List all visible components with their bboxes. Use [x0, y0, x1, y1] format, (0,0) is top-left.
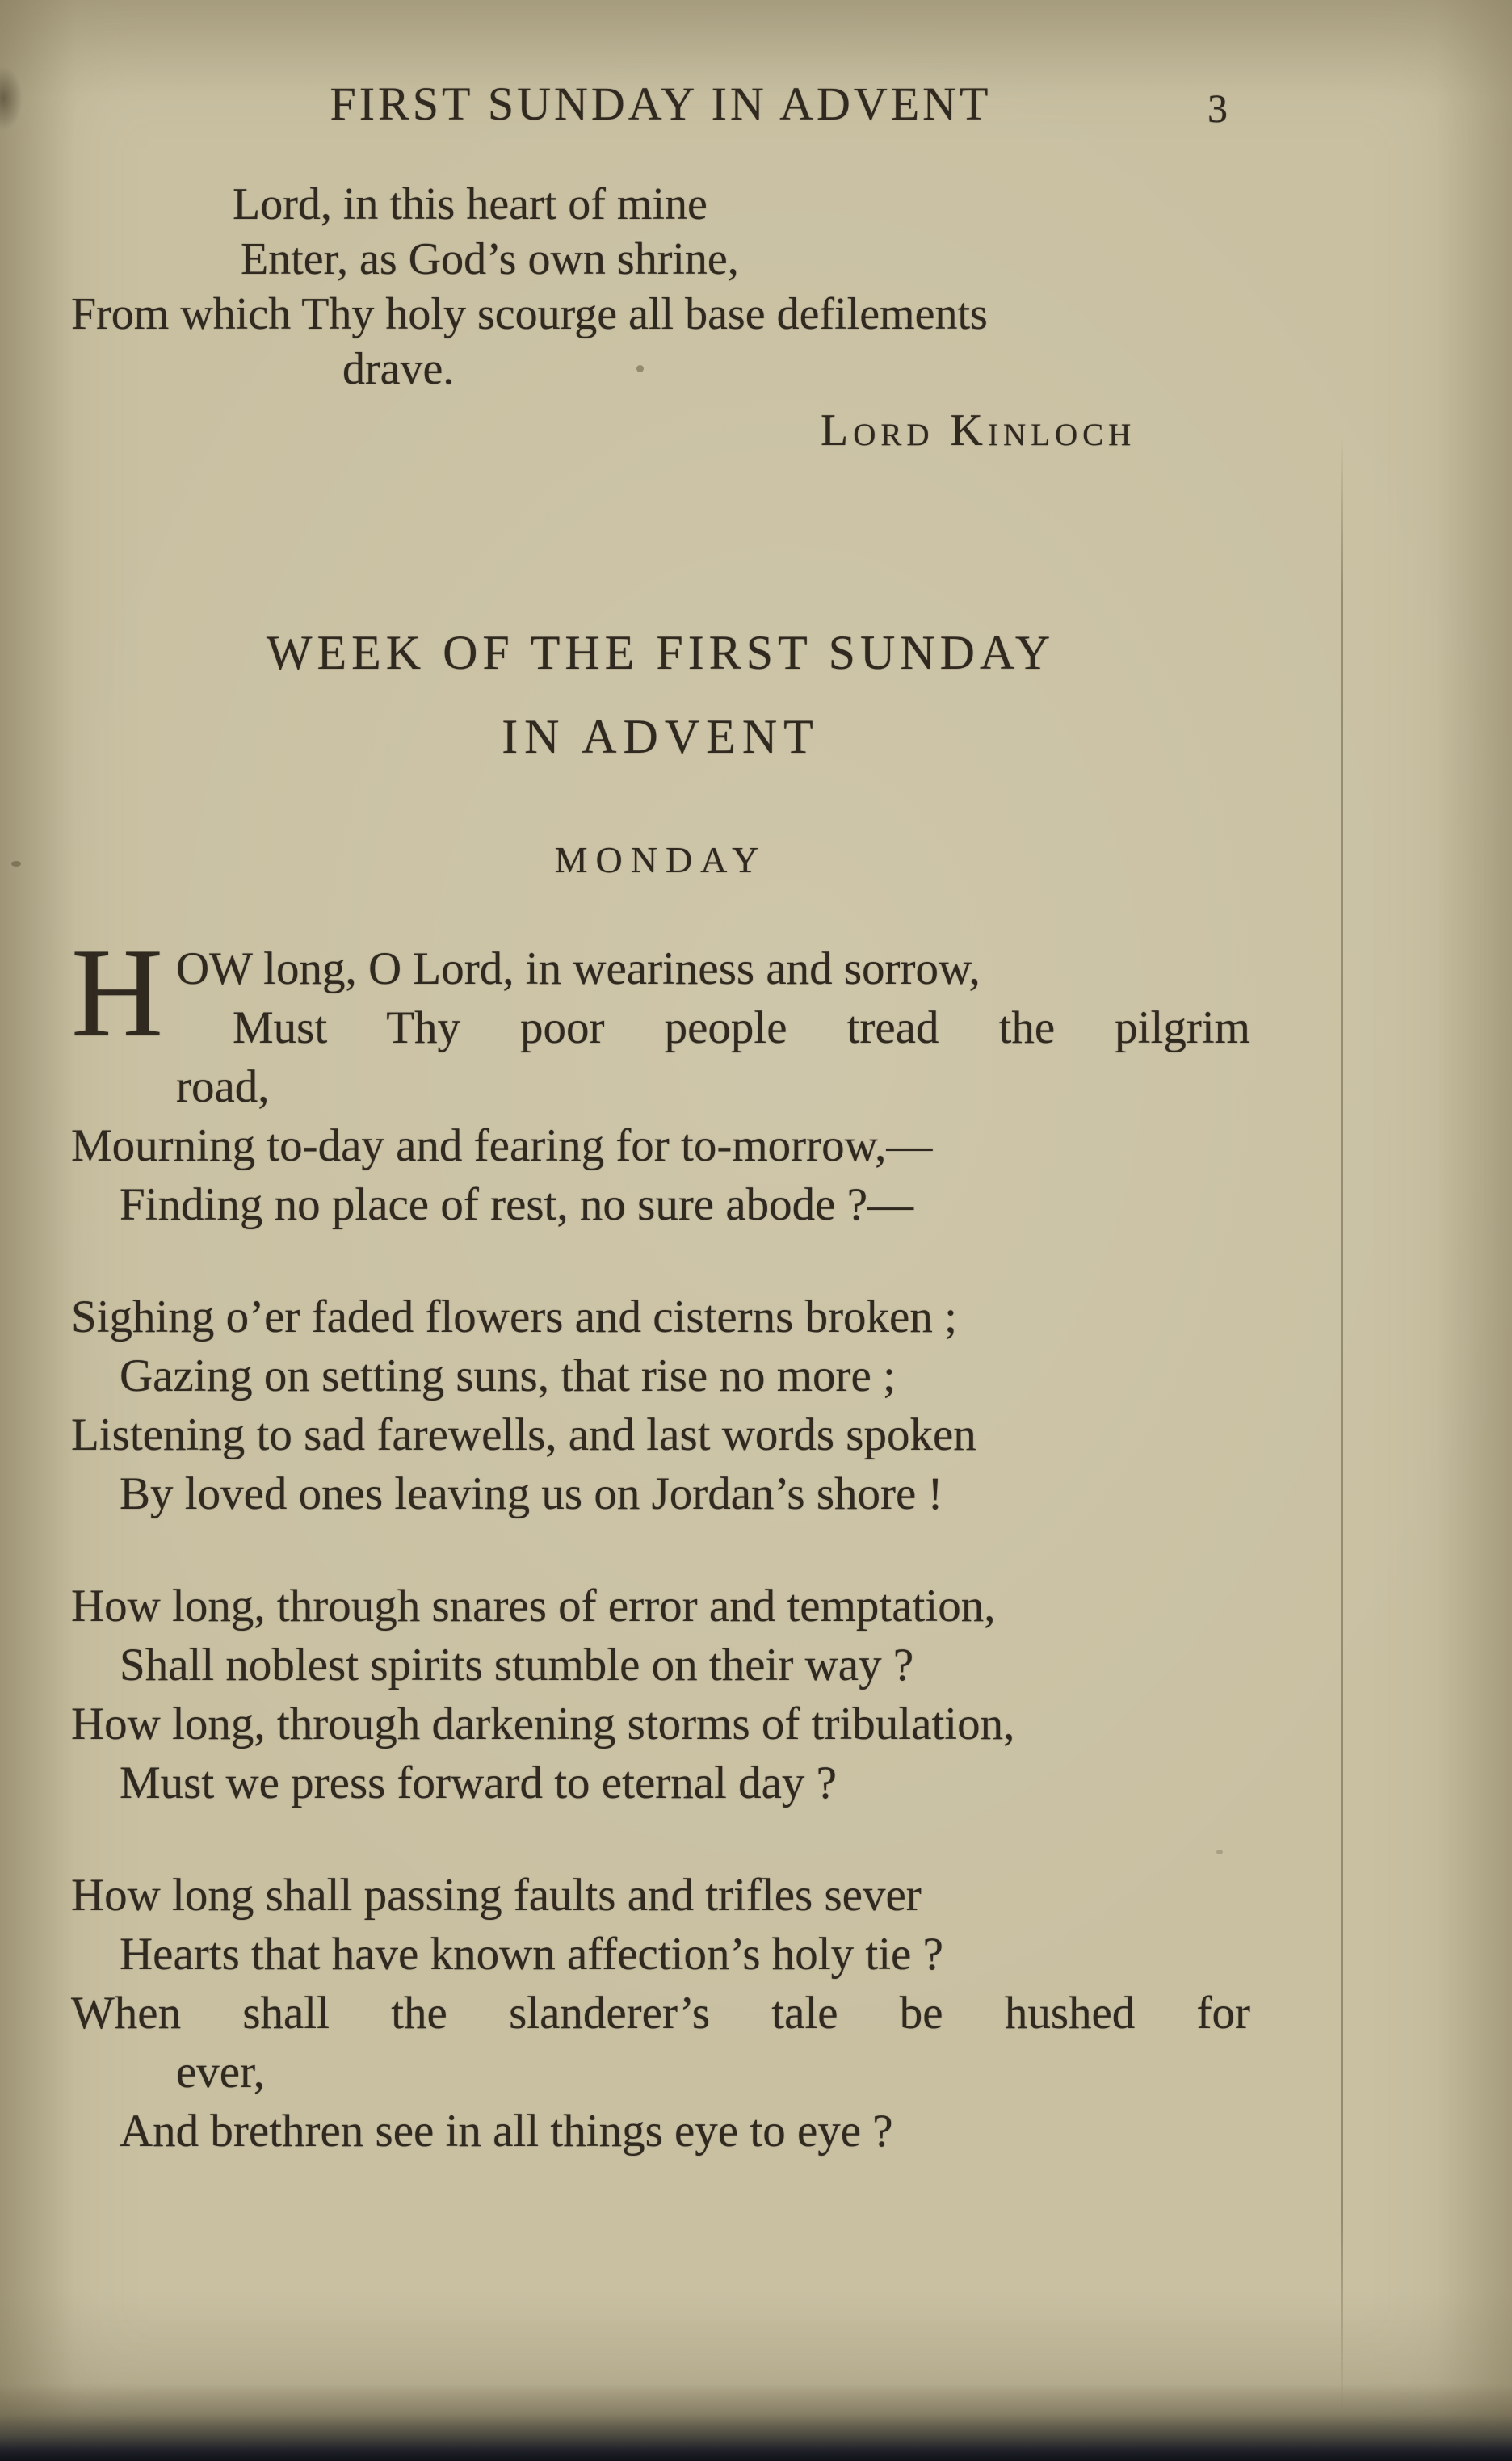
section-title-line-2: IN ADVENT: [502, 710, 820, 763]
page-edge-line: [1341, 436, 1343, 2415]
page-number: 3: [1208, 86, 1228, 131]
verse-line: drave.: [342, 344, 455, 394]
verse-line: Hearts that have known affection’s holy tie ?: [120, 1929, 943, 1980]
verse-line: How long, through snares of error and temptation,: [71, 1581, 996, 1632]
section-title-line-1: WEEK OF THE FIRST SUNDAY: [266, 626, 1056, 679]
verse-line: Shall noblest spirits stumble on their way ?: [120, 1640, 914, 1690]
attribution: Lord Kinloch: [821, 405, 1136, 456]
verse-line: road,: [176, 1061, 270, 1112]
verse-line: Must Thy poor people tread the pilgrim: [233, 1002, 1250, 1053]
verse-line: Lord, in this heart of mine: [233, 179, 708, 229]
running-header: [71, 74, 1250, 133]
paper-speck: [11, 861, 21, 867]
book-edge-shadow: [0, 2383, 1512, 2461]
verse-line: Listening to sad farewells, and last words spoken: [71, 1409, 976, 1460]
verse-line: Sighing o’er faded flowers and cisterns broken ;: [71, 1291, 957, 1342]
verse-line: Gazing on setting suns, that rise no more ;: [120, 1350, 896, 1401]
verse-line: OW long, O Lord, in weariness and sorrow,: [176, 943, 981, 994]
verse-line: Enter, as God’s own shrine,: [241, 234, 739, 284]
stanza: [71, 939, 1250, 1234]
opening-stanza: [71, 177, 1250, 458]
text-block: [71, 0, 1250, 2161]
stanza: [71, 1577, 1250, 1812]
section-heading: [71, 623, 1250, 883]
running-header-title: FIRST SUNDAY IN ADVENT: [330, 78, 992, 130]
verse-line: Must we press forward to eternal day ?: [120, 1758, 837, 1808]
stanza: [71, 1866, 1250, 2161]
poem: [71, 922, 1250, 2161]
verse-line: From which Thy holy scourge all base defilements: [71, 289, 988, 339]
verse-line: When shall the slanderer’s tale be hushed for: [71, 1988, 1250, 2039]
drop-cap: H: [71, 922, 164, 1064]
paper-smudge: [0, 66, 23, 131]
verse-line: How long shall passing faults and trifles sever: [71, 1870, 922, 1921]
stanza: [71, 1287, 1250, 1523]
verse-line: Mourning to-day and fearing for to-morrow,—: [71, 1120, 933, 1171]
verse-line: How long, through darkening storms of tribulation,: [71, 1699, 1015, 1749]
verse-line: By loved ones leaving us on Jordan’s shore !: [120, 1468, 943, 1519]
verse-line: ever,: [176, 2047, 266, 2098]
verse-line: Finding no place of rest, no sure abode ?—: [120, 1179, 914, 1230]
day-heading: MONDAY: [554, 839, 767, 880]
verse-line: And brethren see in all things eye to eye ?: [120, 2106, 893, 2157]
